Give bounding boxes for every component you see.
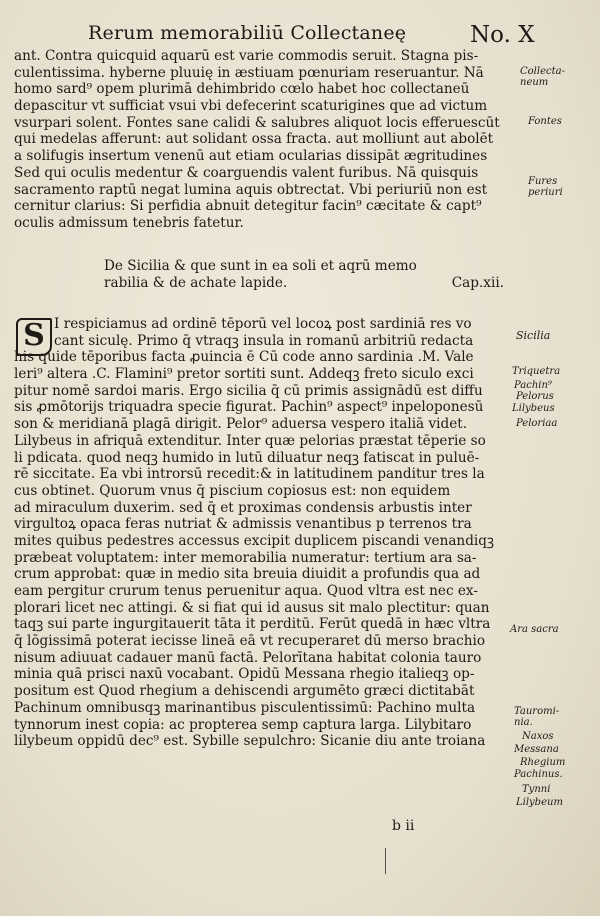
marginal-note-fontes: Fontes xyxy=(528,116,562,127)
marginal-note-tynni: Tynni xyxy=(522,784,551,795)
text-line: sis ꝓmōtorijs triquadra specie figurat. Pachin⁹ aspect⁹ inpeloponesū xyxy=(14,399,484,416)
ink-mark xyxy=(385,848,386,874)
marginal-note-lilybeum: Lilybeum xyxy=(516,797,563,808)
text-line: præbeat voluptatem: inter memorabilia numeratur: tertium ara sa- xyxy=(14,549,477,566)
text-line: vsurpari solent. Fontes sane calidi & salubres aliquot locis efferuescūt xyxy=(14,114,500,131)
text-line: crum approbat: quæ in medio sita breuia diuidit a profundis qua ad xyxy=(14,566,481,583)
marginal-note-pelorus: Pelorus xyxy=(516,391,554,402)
text-line: cus obtinet. Quorum vnus q̄ piscium copiosus est: non equidem xyxy=(14,482,451,499)
marginal-note-lilybeus: Lilybeus xyxy=(512,403,555,414)
text-line: plorari licet nec attingi. & si fiat qui id ausus sit malo plectitur: quan xyxy=(14,599,490,616)
text-line: a solifugis insertum venenū aut etiam ocularias dissipāt ægritudines xyxy=(14,148,488,165)
text-line: taqꝫ sui parte ingurgitauerit tāta it perditū. Ferūt quedā in hæc vltra xyxy=(14,616,491,633)
marginal-note-collectaneum: Collecta- neum xyxy=(520,66,565,88)
heading-line: De Sicilia & que sunt in ea soli et aqrū memo xyxy=(104,258,417,274)
drop-capital: S xyxy=(16,318,52,356)
text-line: positum est Quod rhegium a dehiscendi argumēto græci dictitabāt xyxy=(14,683,475,700)
marginal-note-tauromi: Tauromi- nia. xyxy=(514,706,560,728)
text-line: leri⁹ altera .C. Flamini⁹ pretor sortiti sunt. Addeqꝫ freto siculo exci xyxy=(14,366,474,383)
marginal-note-pachinus: Pachin⁹ xyxy=(514,380,552,391)
folio-number: No. X xyxy=(470,22,535,48)
text-line: Sed qui oculis medentur & coarguendis valent furibus. Nā quisquis xyxy=(14,164,479,181)
heading-line-2: rabilia & de achate lapide. xyxy=(104,274,288,291)
signature-mark: b ii xyxy=(392,818,415,834)
chapter-number: Cap.xii. xyxy=(451,274,504,291)
text-line: Lilybeus in afriquā extenditur. Inter quæ pelorias præstat tēperie so xyxy=(14,432,486,449)
page-header-title: Rerum memorabiliū Collectaneę xyxy=(88,22,407,44)
text-line: eam pergitur crurum tenus peruenitur aqua. Quod vltra est nec ex- xyxy=(14,583,478,599)
text-line: oculis admissum tenebris fatetur. xyxy=(14,214,244,231)
chapter-heading xyxy=(104,258,504,291)
text-line: rē siccitate. Ea vbi introrsū recedit:& in latitudinem panditur tres la xyxy=(14,466,485,483)
text-block-1 xyxy=(14,48,508,232)
marginal-note-naxos: Naxos xyxy=(522,731,554,742)
text-line: Pachinum omnibusqꝫ marinantibus pisculentissimū: Pachino multa xyxy=(14,699,476,716)
marginal-note-rhegium: Rhegium xyxy=(520,757,566,768)
text-line: sacramento raptū negat lumina aquis obtrectat. Vbi periuriū non est xyxy=(14,181,488,198)
text-line: cernitur clarius: Si perfidia abnuit detegitur facin⁹ cæcitate & capt⁹ xyxy=(14,198,482,215)
text-line: his quide tēporibus facta ꝓuincia ē Cū code anno sardinia .M. Vale xyxy=(14,349,474,366)
text-line: ant. Contra quicquid aquarū est varie commodis seruit. Stagna pis- xyxy=(14,48,479,64)
text-block-2 xyxy=(14,316,508,750)
text-line: homo sard⁹ opem plurimā dehimbrido cœlo habet hoc collectaneū xyxy=(14,81,470,98)
marginal-note-ara-sacra: Ara sacra xyxy=(510,624,559,635)
marginal-note-triquetra: Triquetra xyxy=(512,366,561,377)
text-line: mites quibus pedestres accessus excipit duplicem piscandi venandiqꝫ xyxy=(14,532,494,549)
text-line: q̄ lōgissimā poterat iecisse lineā eā vt recuperaret dū merso brachio xyxy=(14,633,486,650)
text-line: depascitur vt sufficiat vsui vbi defecerint scaturigines que ad victum xyxy=(14,98,488,115)
text-line: culentissima. hyberne pluuię in æstiuam pœnuriam reseruantur. Nā xyxy=(14,64,484,81)
marginal-note-pachinus-2: Pachinus. xyxy=(514,769,563,780)
text-line: qui medelas afferunt: aut solidant ossa fracta. aut molliunt aut abolēt xyxy=(14,131,494,148)
text-line: cant siculę. Primo q̄ vtraqꝫ insula in romanū arbitriū redacta xyxy=(54,332,474,349)
marginal-note-sicilia: Sicilia xyxy=(516,329,551,342)
marginal-note-messana: Messana xyxy=(514,744,559,755)
text-line: son & meridianā plagā dirigit. Pelor⁹ aduersa vespero italiā videt. xyxy=(14,416,468,433)
text-line: nisum adiuuat cadauer manū factā. Pelorītana habitat colonia tauro xyxy=(14,649,482,666)
text-line: virgultoꝝ opaca feras nutriat & admissis venantibus p terrenos tra xyxy=(14,516,472,533)
text-line: lilybeum oppidū dec⁹ est. Sybille sepulchro: Sicanie diu ante troiana xyxy=(14,733,486,750)
text-line: li pdicata. quod neqꝫ humido in lutū diluatur neqꝫ fatiscat in puluē- xyxy=(14,449,480,466)
text-line: minia quā prisci naxū vocabant. Opidū Messana rhegio italieqꝫ op- xyxy=(14,666,475,683)
marginal-note-fures: Fures periuri xyxy=(528,176,563,198)
heading-line xyxy=(104,275,504,292)
text-line: tynnorum inest copia: ac propterea semp captura larga. Lilybitaro xyxy=(14,716,472,733)
text-line: I respiciamus ad ordinē tēporū vel locoꝝ post sardiniā res vo xyxy=(54,316,472,332)
marginal-note-peloriaa: Peloriaa xyxy=(516,418,558,429)
text-line: pitur nomē sardoi maris. Ergo sicilia q̄ cū primis assignādū est diffu xyxy=(14,382,483,399)
text-line: ad miraculum duxerim. sed q̄ et proximas condensis arbustis inter xyxy=(14,499,472,516)
